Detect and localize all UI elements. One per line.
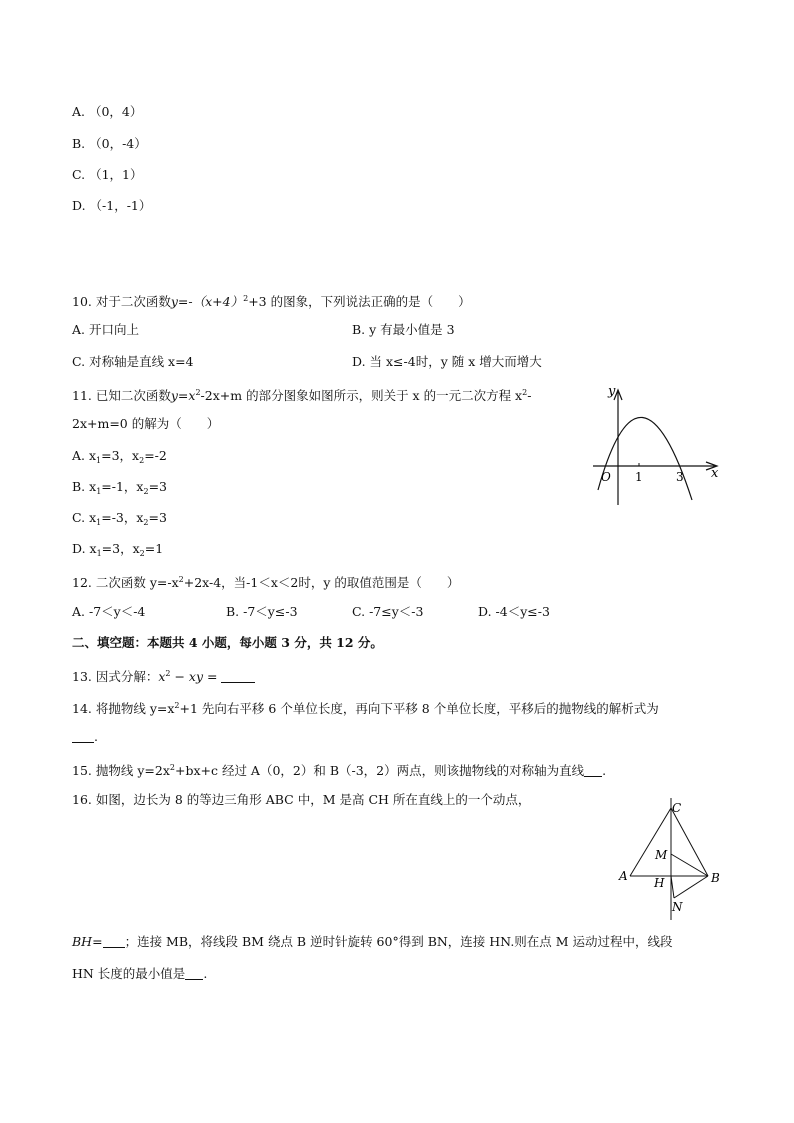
q10-function: y=-（x+4） — [170, 294, 244, 309]
q12-exponent: 2 — [178, 575, 184, 584]
section-2-prefix: 二、填空题： — [72, 635, 148, 650]
q11-option-b: B. $x_1=-1$，$x_2=3$ — [72, 479, 168, 496]
q11-option-d: D. $x_1=3$，$x_2=1$ — [72, 541, 164, 558]
q16-answer-blank-1[interactable] — [103, 935, 125, 948]
q12-option-b: B. -7＜y≤-3 — [226, 604, 298, 619]
q14-period: . — [94, 729, 98, 744]
q11-stem-tail: - — [527, 388, 532, 403]
q16-triangle-figure — [612, 796, 732, 920]
q9-option-d: D. （-1，-1） — [72, 198, 152, 213]
graph-x-label: x — [711, 466, 719, 481]
section-2-description: 本题共 4 小题，每小题 3 分，共 12 分。 — [147, 635, 383, 650]
q10-options-row1 — [72, 322, 139, 338]
q14-exponent: 2 — [174, 701, 180, 710]
label-c: C — [672, 801, 682, 815]
q16-stem-line3-text: HN 长度的最小值是 — [72, 966, 186, 981]
q9-option-b: B. （0，-4） — [72, 136, 147, 151]
q10-option-b: B. y 有最小值是 3 — [352, 322, 455, 337]
parabola-curve — [598, 417, 692, 500]
q13-expr-exponent: 2 — [165, 669, 171, 678]
label-h: H — [654, 876, 665, 890]
q16-bh-label: BH= — [72, 934, 103, 949]
q10-option-c: C. 对称轴是直线 x=4 — [72, 354, 194, 369]
q13-stem-text: 13. 因式分解： — [72, 669, 159, 684]
q15-stem — [72, 760, 606, 779]
label-m: M — [655, 848, 668, 862]
side-cb — [671, 808, 708, 876]
q10-exponent: 2 — [243, 294, 249, 303]
q10-stem — [72, 291, 471, 310]
side-ca — [630, 808, 671, 876]
label-a: A — [619, 869, 628, 883]
graph-origin-label: O — [601, 470, 611, 484]
q11-option-c: C. $x_1=-3$，$x_2=3$ — [72, 510, 167, 527]
q10-stem-text: 10. 对于二次函数 — [72, 294, 171, 309]
q12-option-d: D. -4＜y≤-3 — [478, 604, 550, 619]
q11-exponent: 2 — [195, 388, 201, 397]
q13-answer-blank[interactable] — [221, 670, 255, 683]
q12-option-a: A. -7＜y＜-4 — [72, 604, 146, 619]
q12-option-c: C. -7≤y＜-3 — [352, 604, 424, 619]
q13-expr-x: x — [158, 669, 166, 684]
q16-period: . — [203, 966, 208, 981]
q12-stem-tail: +2x-4，当-1＜x＜2时，y 的取值范围是（ ） — [183, 575, 460, 590]
graph-tick-3-label: 3 — [676, 470, 684, 484]
q9-option-a: A. （0，4） — [72, 104, 143, 119]
q11-stem-mid: -2x+m 的部分图象如图所示，则关于 x 的一元二次方程 x — [200, 388, 523, 403]
q11-option-a: A. $x_1=3$，$x_2=-2$ — [72, 448, 167, 465]
label-n: N — [672, 900, 683, 914]
q14-answer-blank[interactable] — [72, 730, 94, 743]
q15-answer-blank[interactable] — [584, 764, 602, 777]
q11-stem-text: 11. 已知二次函数 — [72, 388, 171, 403]
graph-y-label: y — [608, 384, 616, 399]
q14-line2 — [72, 729, 98, 745]
q16-stem-line1: 16. 如图，边长为 8 的等边三角形 ABC 中，M 是高 CH 所在直线上的一个动点， — [72, 792, 531, 807]
q15-period: . — [602, 763, 607, 778]
q14-stem-text: 14. 将抛物线 y=x — [72, 701, 175, 716]
q10-stem-tail: +3 的图象，下列说法正确的是（ ） — [248, 294, 471, 309]
q15-stem-tail: +bx+c 经过 A（0，2）和 B（-3，2）两点，则该抛物线的对称轴为直线 — [174, 763, 585, 778]
q12-stem-text: 12. 二次函数 y=-x — [72, 575, 179, 590]
segment-bn — [674, 876, 708, 898]
q12-stem — [72, 572, 459, 591]
q11-function: y=x — [170, 388, 196, 403]
q11-stem-line2: 2x+m=0 的解为（ ） — [72, 416, 220, 431]
section-2-header — [72, 635, 383, 651]
q11-stem — [72, 385, 531, 404]
q16-answer-blank-2[interactable] — [185, 967, 203, 980]
label-b: B — [711, 871, 720, 885]
q13-expr-rest: − xy = — [170, 669, 222, 684]
q14-stem-tail: +1 先向右平移 6 个单位长度，再向下平移 8 个单位长度，平移后的抛物线的解析式为 — [179, 701, 659, 716]
q13-stem — [72, 666, 255, 685]
q15-exponent: 2 — [169, 763, 175, 772]
q15-stem-text: 15. 抛物线 y=2x — [72, 763, 170, 778]
q9-option-c: C. （1，1） — [72, 167, 143, 182]
q10-option-d: D. 当 x≤-4时，y 随 x 增大而增大 — [352, 354, 542, 369]
q10-option-a: A. 开口向上 — [72, 322, 139, 337]
q16-stem-line3 — [72, 966, 207, 982]
q14-stem — [72, 698, 659, 717]
q11-parabola-graph — [588, 380, 728, 510]
q11-exponent-2: 2 — [522, 388, 528, 397]
q16-stem-line2 — [72, 934, 673, 950]
graph-tick-1-label: 1 — [635, 470, 643, 484]
q16-stem-line2-text: ；连接 MB，将线段 BM 绕点 B 逆时针旋转 60°得到 BN，连接 HN.则在点 M 运动过程中，线段 — [124, 934, 673, 949]
